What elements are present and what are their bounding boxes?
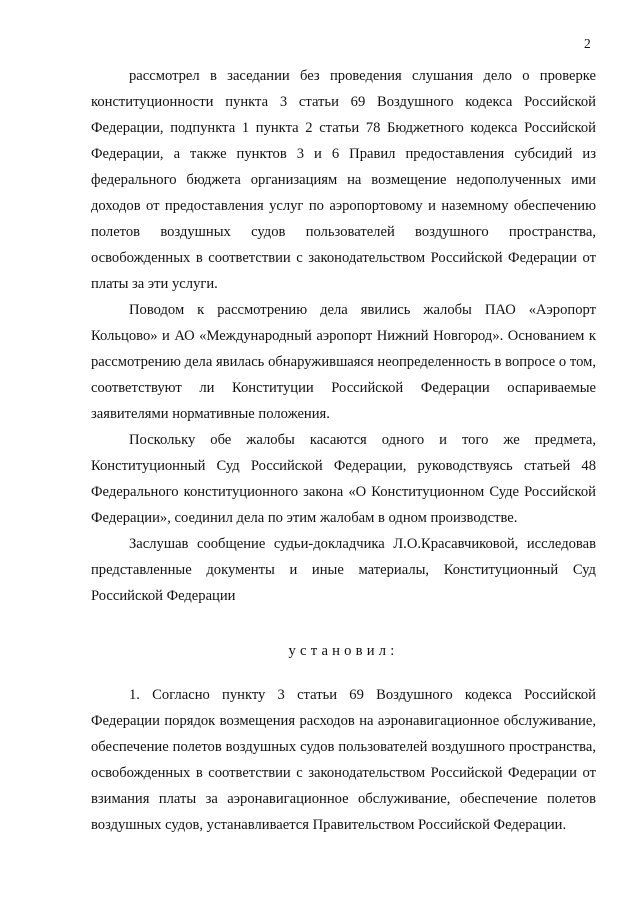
paragraph-joinder: Поскольку обе жалобы касаются одного и того же предмета, Конституционный Суд Российской Федерации, руководствуясь статьей 48 Федерального конституционного закона «О Конституционном Суде Российской Федерации», соединил дела по этим жалобам в одном производстве. — [91, 432, 596, 526]
section-heading-established: установил: — [288, 643, 399, 659]
document-body — [91, 63, 596, 838]
paragraph-grounds: Поводом к рассмотрению дела явились жалобы ПАО «Аэропорт Кольцово» и АО «Международный аэропорт Нижний Новгород». Основанием к рассмотрению дела явилась обнаружившаяся неопределенность в вопросе о том, соответствуют ли Конституции Российской Федерации оспариваемые заявителями нормативные положения. — [91, 302, 596, 422]
paragraph-hearing: Заслушав сообщение судьи-докладчика Л.О.Красавчиковой, исследовав представленные документы и иные материалы, Конституционный Суд Российской Федерации — [91, 536, 596, 604]
paragraph-point-1: 1. Согласно пункту 3 статьи 69 Воздушного кодекса Российской Федерации порядок возмещения расходов на аэронавигационное обслуживание, обеспечение полетов воздушных судов пользователей воздушного пространства, освобожденных в соответствии с законодательством Российской Федерации от взимания платы за аэронавигационное обслуживание, обеспечение полетов воздушных судов, устанавливается Правительством Российской Федерации. — [91, 687, 596, 833]
paragraph-case-subject: рассмотрел в заседании без проведения слушания дело о проверке конституционности пункта 3 статьи 69 Воздушного кодекса Российской Федерации, подпункта 1 пункта 2 статьи 78 Бюджетного кодекса Российской Федерации, а также пунктов 3 и 6 Правил предоставления субсидий из федерального бюджета организациям на возмещение недополученных ими доходов от предоставления услуг по аэропортовому и наземному обеспечению полетов воздушных судов пользователей воздушного пространства, освобожденных в соответствии с законодательством Российской Федерации от платы за эти услуги. — [91, 68, 596, 292]
page-number: 2 — [584, 36, 591, 51]
